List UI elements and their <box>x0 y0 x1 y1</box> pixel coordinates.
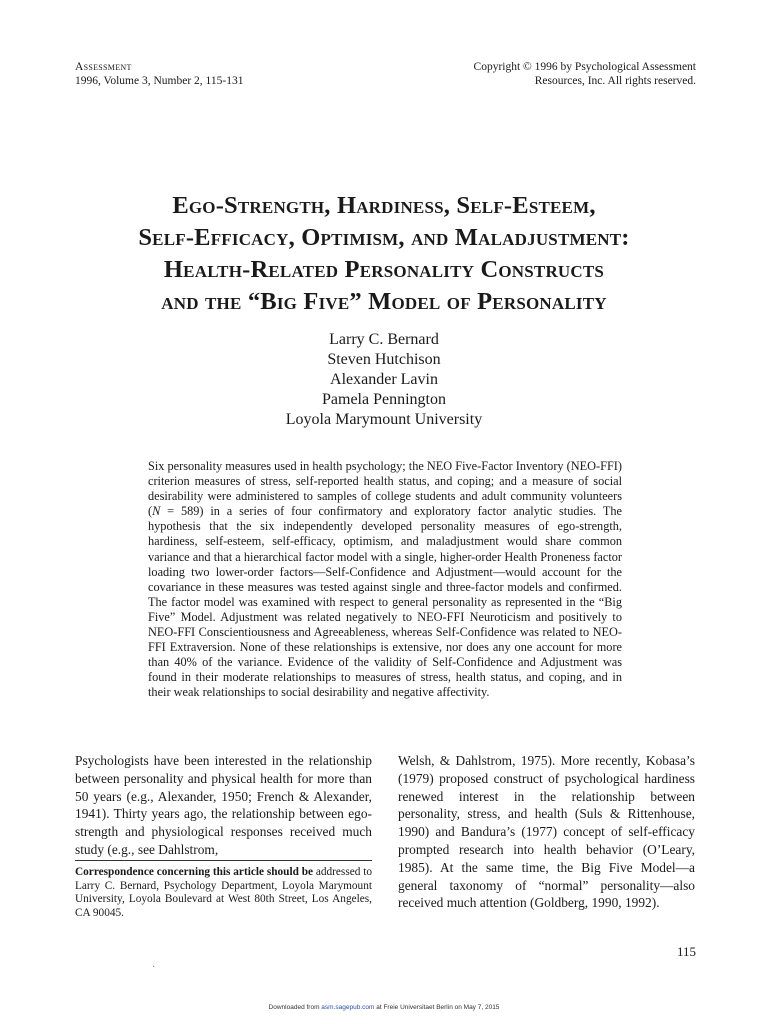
title-line-2: Self-Efficacy, Optimism, and Maladjustment: <box>138 224 630 251</box>
journal-name: Assessment <box>75 61 132 73</box>
source-link[interactable]: asm.sagepub.com <box>321 1004 375 1011</box>
author-name: Steven Hutchison <box>327 351 441 368</box>
author-block <box>184 330 584 430</box>
body-right-column: Welsh, & Dahlstrom, 1975). More recently, Kobasa’s (1979) proposed construct of psychological hardiness renewed interest in the relationship between personality, stress, and health (Suls & Rittenhouse, 1990) and Bandura’s (1977) concept of self-efficacy prompted research into health behavior (O’Leary, 1985). At the same time, the Big Five Model—a general taxonomy of “normal” personality—also received much attention (Goldberg, 1990, 1992). <box>398 753 695 911</box>
copyright-notice <box>474 60 696 88</box>
abstract-text-part-2: = 589) in a series of four confirmatory and exploratory factor analytic studies. The hypothesis that the six independently developed personality measures of ego-strength, hardiness, self-esteem, self-efficacy, optimism, and maladjustment would share common variance and that a hierarchical factor model with a single, higher-order Health Proneness factor loading two lower-order factors—Self-Confidence and Adjustment—would account for the covariance in these measures was tested against single and three-factor models and confirmed. The factor model was examined with respect to general personality as represented in the “Big Five” Model. Adjustment was related negatively to NEO-FFI Neuroticism and positively to NEO-FFI Conscientiousness and Agreeableness, whereas Self-Confidence was related to NEO-FFI Extraversion. None of these relationships is extensive, nor does any one account for more than 40% of the variance. Evidence of the validity of Self-Confidence and Adjustment was found in their moderate relationships to measures of stress, health status, and coping, and in their weak relationships to social desirability and negative affectivity. <box>148 504 622 700</box>
correspondence-footnote <box>75 866 372 920</box>
page-number: 115 <box>676 944 696 959</box>
copyright-line-2: Resources, Inc. All rights reserved. <box>534 75 696 87</box>
abstract <box>148 459 622 701</box>
title-line-3: Health-Related Personality Constructs <box>163 256 605 283</box>
footer-prefix: Downloaded from <box>268 1004 322 1011</box>
affiliation: Loyola Marymount University <box>285 411 483 428</box>
author-name: Alexander Lavin <box>330 371 438 388</box>
author-name: Larry C. Bernard <box>329 331 439 348</box>
author-name: Pamela Pennington <box>322 391 446 408</box>
correspondence-lead: Correspondence concerning this article should be <box>75 866 313 878</box>
download-footer <box>0 1004 768 1011</box>
article-title <box>40 190 728 318</box>
journal-header <box>75 60 243 88</box>
sample-size-symbol: N <box>152 504 161 519</box>
correspondence-address: addressed to Larry C. Bernard, Psychology Department, Loyola Marymount University, Loyola Boulevard at West 80th Street, Los Angeles, CA 90045. <box>75 866 372 919</box>
footer-suffix: at Freie Universitaet Berlin on May 7, 2015 <box>374 1004 500 1011</box>
citation-info: 1996, Volume 3, Number 2, 115-131 <box>75 75 244 87</box>
abstract-text-part-1: Six personality measures used in health psychology; the NEO Five-Factor Inventory (NEO-FFI) criterion measures of stress, self-reported health status, and coping; and a measure of social desirability were administered to samples of college students and adult community volunteers ( <box>148 459 622 519</box>
title-line-4: and the “Big Five” Model of Personality <box>161 288 607 315</box>
footnote-divider <box>75 860 372 861</box>
copyright-line-1: Copyright © 1996 by Psychological Assessment <box>473 61 696 73</box>
scan-speck: · <box>152 962 156 973</box>
title-line-1: Ego-Strength, Hardiness, Self-Esteem, <box>172 192 596 219</box>
body-left-column: Psychologists have been interested in the relationship between personality and physical health for more than 50 years (e.g., Alexander, 1950; French & Alexander, 1941). Thirty years ago, the relationship between ego-strength and physiological responses received much study (e.g., see Dahlstrom, <box>75 753 372 857</box>
